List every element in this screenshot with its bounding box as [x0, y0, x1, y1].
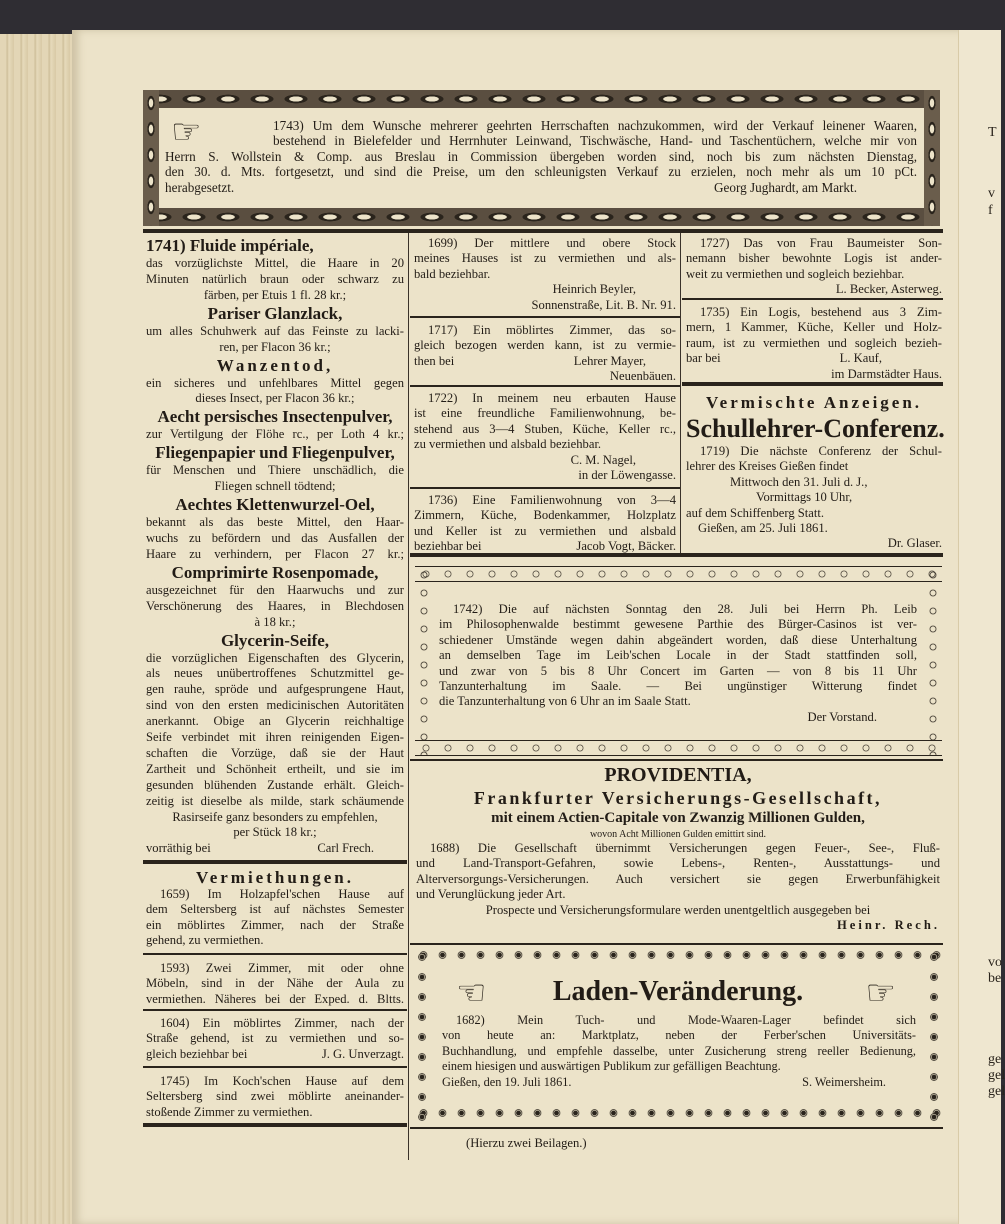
text-line: [442, 1075, 916, 1090]
text-line: 1727) Das von Frau Baumeister Son-: [700, 236, 942, 250]
text-line: weit zu vermiethen und sogleich beziehbar.: [686, 266, 905, 281]
banner-ad-1743: [143, 90, 940, 226]
section-title-vermischte-anzeigen: Vermischte Anzeigen.: [705, 393, 923, 412]
text-line: Aecht persisches Insectenpulver,: [157, 407, 393, 427]
text-fragment: beziehbar bei: [414, 539, 482, 554]
next-page-fragment: ge: [988, 1052, 1002, 1067]
ad-1735: [686, 305, 942, 382]
text-line: von heute an: Marktplatz, neben der Ferber'schen Universitäts-: [442, 1028, 916, 1043]
divider: [143, 860, 407, 864]
text-line: Minuten natürlich braun oder schwarz zu: [146, 271, 404, 286]
text-line: zur Vertilgung der Flöhe rc., per Loth 4 kr.;: [146, 427, 404, 442]
text-line: Dr. Glaser.: [887, 536, 942, 551]
text-line: ist eine freundliche Familienwohnung, be-: [414, 406, 676, 421]
text-line: Glycerin-Seife,: [220, 630, 330, 650]
ornamental-border: [415, 740, 942, 756]
text-line: bestehend in Bielefelder und Herrnhuter Leinwand, Tischwäsche, Hand- und Taschentüchern, welche mir von: [273, 133, 917, 149]
text-line: Der Vorstand.: [807, 709, 877, 724]
ad-1682-laden: [414, 947, 942, 1121]
text-line: um alles Schuhwerk auf das Feinste zu lacki-: [146, 323, 404, 338]
ad-1742-casino: [415, 566, 942, 756]
ad-1727: [686, 236, 942, 298]
text-line: [686, 351, 942, 366]
text-line: 1745) Im Koch'schen Hause auf dem: [160, 1074, 404, 1088]
text-line: ein sicheres und unfehlbares Mittel gegen: [146, 375, 404, 390]
text-line: mit einem Actien-Capitale von Zwanzig Millionen Gulden,: [491, 810, 865, 826]
text-line: Straße gehend, ist zu vermiethen und so-: [146, 1031, 404, 1046]
divider: [410, 385, 680, 387]
text-line: anerkannt. Obige an Glycerin reichhaltige: [146, 714, 404, 729]
signature: Carl Frech.: [317, 841, 374, 856]
text-line: à 18 kr.;: [254, 614, 296, 629]
text-line: die vorzüglichen Eigenschaften des Glycerin,: [146, 650, 404, 665]
ad-1742-text: [439, 602, 917, 725]
ornamental-border: [143, 208, 940, 226]
laden-text: [442, 1013, 916, 1090]
text-line: wuchs zu befördern und das Ausfallen der: [146, 530, 404, 545]
text-line: Haare zu verhindern, per Flacon 27 kr.;: [146, 546, 404, 561]
ornamental-border: [926, 566, 940, 756]
book-page-stack: [0, 34, 80, 1224]
ad-1741-cosmetics: [146, 236, 404, 857]
text-line: ren, per Flacon 36 kr.;: [219, 339, 331, 354]
text-line: [146, 841, 404, 857]
text-line: gleich bezogen werden kann, ist zu vermie-: [414, 338, 676, 353]
signature: J. G. Unverzagt.: [321, 1046, 404, 1061]
text-line: Herrn S. Wollstein & Comp. aus Breslau in Commission übergeben worden sind, noch bis zum nächsten Dienstag,: [165, 148, 917, 164]
next-page-fragment: gel: [988, 1068, 1005, 1083]
ad-1719: [686, 414, 945, 552]
text-line: vermiethen. Näheres bei der Exped. d. Bltts.: [146, 991, 404, 1006]
text-line: dieses Insect, per Flacon 36 kr.;: [195, 391, 355, 406]
text-line: im Darmstädter Haus.: [831, 366, 942, 381]
text-line: stoßende Zimmer zu vermiethen.: [146, 1104, 313, 1119]
text-line: meines Hauses ist zu vermiethen und als-: [414, 251, 676, 266]
next-page-fragment: f: [988, 203, 993, 218]
ad-1593: [146, 961, 404, 1007]
column-divider: [680, 233, 681, 553]
text-line: 1719) Die nächste Conferenz der Schul-: [700, 444, 942, 458]
text-line: und Keller ist zu vermiethen und alsbald: [414, 523, 676, 538]
text-line: und zwar von 5 bis 8 Uhr Concert im Garten — von 8 bis 11 Uhr: [439, 663, 917, 678]
pointing-hand-icon: ☞: [171, 114, 202, 151]
text-fragment: vorräthig bei: [146, 841, 211, 856]
footnote: (Hierzu zwei Beilagen.): [466, 1136, 587, 1150]
text-line: 1717) Ein möblirtes Zimmer, das so-: [428, 323, 676, 337]
text-line: 1688) Die Gesellschaft übernimmt Versicherungen gegen Feuer-, See-, Fluß-: [430, 841, 940, 855]
text-line: für Menschen und Thiere unschädlich, die: [146, 463, 404, 478]
ad-1659: [146, 887, 404, 949]
text-line: gehend, zu vermiethen.: [146, 933, 264, 948]
text-line: [146, 1047, 404, 1062]
text-line: bald beziehbar.: [414, 266, 491, 281]
text-line: Pariser Glanzlack,: [207, 303, 343, 323]
text-line: zeitig ist dieselbe als milde, stark schäumende: [146, 793, 404, 808]
ad-1688-providentia: [416, 764, 940, 933]
text-line: Fliegenpapier und Fliegenpulver,: [155, 443, 395, 463]
text-line: 1604) Ein möblirtes Zimmer, nach der: [160, 1016, 404, 1030]
text-fragment: then bei: [414, 353, 455, 368]
text-line: Mittwoch den 31. Juli d. J.,: [730, 474, 868, 489]
next-page-fragment: T: [988, 125, 997, 140]
text-line: ein möblirtes Zimmer, nach der Straße: [146, 917, 404, 932]
text-line: PROVIDENTIA,: [604, 764, 752, 786]
text-line: den 30. d. Mts. fortgesetzt, und sind die Preise, um den schleunigsten Verkauf zu erzielen, noch mehr als um 10 pCt.: [165, 164, 917, 180]
text-line: Seltersberg sind zwei möblirte aneinander-: [146, 1089, 404, 1104]
signature: S. Weimersheim.: [802, 1074, 886, 1089]
ornamental-border: [414, 947, 942, 963]
divider: [682, 382, 943, 386]
divider: [410, 553, 943, 557]
text-line: nemann bisher bewohnte Logis ist ander-: [686, 251, 942, 266]
pointing-hand-right-icon: ☞: [865, 975, 896, 1012]
banner-text: [165, 114, 917, 195]
ad-1717: [414, 323, 676, 385]
next-page-fragment: gel: [988, 1084, 1005, 1099]
text-line: an demselben Tage im Leib'schen Locale in der Stadt stattfinden soll,: [439, 648, 917, 663]
text-line: als neues unübertroffenes Schutzmittel ge-: [146, 666, 404, 681]
text-line: 1742) Die auf nächsten Sonntag den 28. Juli bei Herrn Ph. Leib: [453, 602, 917, 616]
text-line: Comprimirte Rosenpomade,: [171, 562, 379, 582]
text-line: und Verunglückung jeder Art.: [416, 887, 566, 902]
divider: [143, 1066, 407, 1068]
text-line: Fliegen schnell tödtend;: [214, 479, 336, 494]
text-line: Prospecte und Versicherungsformulare werden unentgeltlich ausgegeben bei: [485, 902, 871, 917]
next-page-fragment: v: [988, 186, 995, 201]
text-line: 1682) Mein Tuch- und Mode-Waaren-Lager befindet sich: [456, 1013, 916, 1027]
next-page-fragment: be: [988, 971, 1002, 986]
text-line: Zimmern, Küche, Bodenkammer, Holzplatz: [414, 508, 676, 523]
text-line: stehend aus 3—4 Stuben, Küche, Keller rc.,: [414, 421, 676, 436]
text-line: auf dem Schiffenberg Statt.: [686, 505, 825, 520]
text-line: und Land-Transport-Gefahren, sowie Lebens-, Renten-, Ausstattungs- und: [416, 856, 940, 871]
ad-1736: [414, 493, 676, 555]
text-line: Neuenbäuen.: [609, 369, 676, 384]
signature: L. Kauf,: [839, 351, 882, 366]
text-line: Wanzentod,: [216, 355, 334, 375]
signature: Georg Jughardt, am Markt.: [714, 179, 857, 195]
text-line: 1743) Um dem Wunsche mehrerer geehrten Herrschaften nachzukommen, wird der Verkauf leinener Waaren,: [273, 118, 917, 133]
text-line: Schullehrer-Conferenz.: [686, 414, 945, 443]
text-line: Sonnenstraße, Lit. B. Nr. 91.: [531, 297, 676, 312]
text-line: Buchhandlung, und empfehle dasselbe, unter Zusicherung streng reeller Bedienung,: [442, 1043, 916, 1058]
ornamental-border: [926, 947, 942, 1121]
signature: Jacob Vogt, Bäcker.: [576, 539, 676, 554]
ornamental-border: [143, 90, 159, 226]
text-line: gesunden blühenden Zustande erhält. Gleich-: [146, 777, 404, 792]
text-fragment: Gießen, den 19. Juli 1861.: [442, 1074, 572, 1089]
divider: [143, 229, 943, 233]
text-fragment: gleich beziehbar bei: [146, 1046, 248, 1061]
section-title-vermiethungen: Vermiethungen.: [195, 868, 354, 887]
text-line: Heinrich Beyler,: [552, 282, 636, 297]
text-line: L. Becker, Asterweg.: [835, 282, 942, 297]
text-line: dem Seltersberg ist auf nächstes Semester: [146, 902, 404, 917]
text-line: 1736) Eine Familienwohnung von 3—4: [428, 493, 676, 507]
text-line: 1659) Im Holzapfel'schen Hause auf: [160, 887, 404, 901]
text-line: in der Löwengasse.: [578, 468, 676, 483]
ornamental-border: [415, 566, 942, 582]
divider: [410, 316, 680, 318]
text-line: raum, ist zu vermiethen und sogleich bezieh-: [686, 335, 942, 350]
text-fragment: herabgesetzt.: [165, 179, 235, 195]
ad-1604: [146, 1016, 404, 1062]
text-line: schaften die Vorzüge, daß sie der Haut: [146, 745, 404, 760]
text-line: Aechtes Klettenwurzel-Oel,: [175, 495, 375, 515]
text-line: zu vermiethen und alsbald beziehbar.: [414, 437, 602, 452]
ornamental-border: [414, 1105, 942, 1121]
text-line: Alterversorgungs-Versicherungen. Auch versichert sie gegen Erwerbunfähigkeit: [416, 871, 940, 886]
divider: [143, 953, 407, 955]
text-line: sind von den ersten medicinischen Autoritäten: [146, 698, 404, 713]
ornamental-border: [143, 90, 940, 108]
ornamental-border: [924, 90, 940, 226]
text-line: färben, per Etuis 1 fl. 28 kr.;: [203, 287, 347, 302]
laden-title: Laden-Veränderung.: [552, 976, 804, 1007]
next-page-edge: [958, 30, 1001, 1224]
ornamental-border: [414, 947, 430, 1121]
text-line: Möbeln, sind in der Nähe der Aula zu: [146, 976, 404, 991]
text-line: lehrer des Kreises Gießen findet: [686, 459, 849, 474]
text-line: Seife verbindet mit ihren reinigenden Eigen-: [146, 730, 404, 745]
ad-1699: [414, 236, 676, 313]
text-line: [165, 180, 917, 195]
pointing-hand-left-icon: ☜: [456, 975, 487, 1012]
text-line: 1699) Der mittlere und obere Stock: [428, 236, 676, 250]
text-line: Rasirseife ganz besonders zu empfehlen,: [172, 809, 378, 824]
text-line: ausgezeichnet für den Haarwuchs und zur: [146, 582, 404, 597]
ad-1745: [146, 1074, 404, 1120]
text-line: 1741) Fluide impériale,: [146, 236, 314, 255]
ad-1722: [414, 391, 676, 483]
text-line: schiedener Umstände wegen dahin abgeändert worden, daß diese Unterhaltung: [439, 632, 917, 647]
text-fragment: bar bei: [686, 351, 721, 366]
divider: [410, 759, 943, 761]
text-line: 1722) In meinem neu erbauten Hause: [428, 391, 676, 405]
text-line: gen rauhe, spröde und aufgesprungene Haut,: [146, 682, 404, 697]
column-divider: [408, 233, 409, 1160]
divider: [410, 1127, 943, 1129]
text-line: Tanzunterhaltung im Saale. — Bei ungünstiger Witterung findet: [439, 679, 917, 694]
text-line: C. M. Nagel,: [570, 452, 636, 467]
text-line: Gießen, am 25. Juli 1861.: [698, 521, 828, 536]
text-line: Vormittags 10 Uhr,: [756, 490, 853, 505]
ornamental-border: [417, 566, 431, 756]
text-line: [414, 354, 676, 369]
divider: [682, 298, 943, 300]
divider: [410, 943, 943, 945]
signature: Lehrer Mayer,: [573, 353, 646, 368]
divider: [143, 1009, 407, 1011]
text-line: einem hiesigen und auswärtigen Publikum zur gefälligen Beachtung.: [442, 1059, 781, 1074]
text-line: Zartheit und Schönheit ertheilt, und sie im: [146, 761, 404, 776]
text-line: Heinr. Rech.: [836, 918, 940, 933]
text-line: mern, 1 Kammer, Küche, Keller und Holz-: [686, 320, 942, 335]
divider: [410, 487, 680, 489]
text-line: bekannt als das beste Mittel, den Haar-: [146, 515, 404, 530]
divider: [143, 1123, 407, 1127]
next-page-fragment: vo: [988, 955, 1002, 970]
text-line: 1735) Ein Logis, bestehend aus 3 Zim-: [700, 305, 942, 319]
text-line: 1593) Zwei Zimmer, mit oder ohne: [160, 961, 404, 975]
text-line: per Stück 18 kr.;: [233, 825, 317, 840]
text-line: wovon Acht Millionen Gulden emittirt sind.: [589, 829, 767, 840]
text-line: das vorzüglichste Mittel, die Haare in 20: [146, 256, 404, 270]
text-line: die Tanzunterhaltung von 6 Uhr an im Saale Statt.: [439, 694, 691, 709]
text-line: Verschönerung des Haares, in Blechdosen: [146, 598, 404, 613]
text-line: im Philosophenwalde bestimmt gewesene Parthie des Bürger-Casinos ist ver-: [439, 617, 917, 632]
text-line: Frankfurter Versicherungs-Gesellschaft,: [473, 788, 883, 808]
